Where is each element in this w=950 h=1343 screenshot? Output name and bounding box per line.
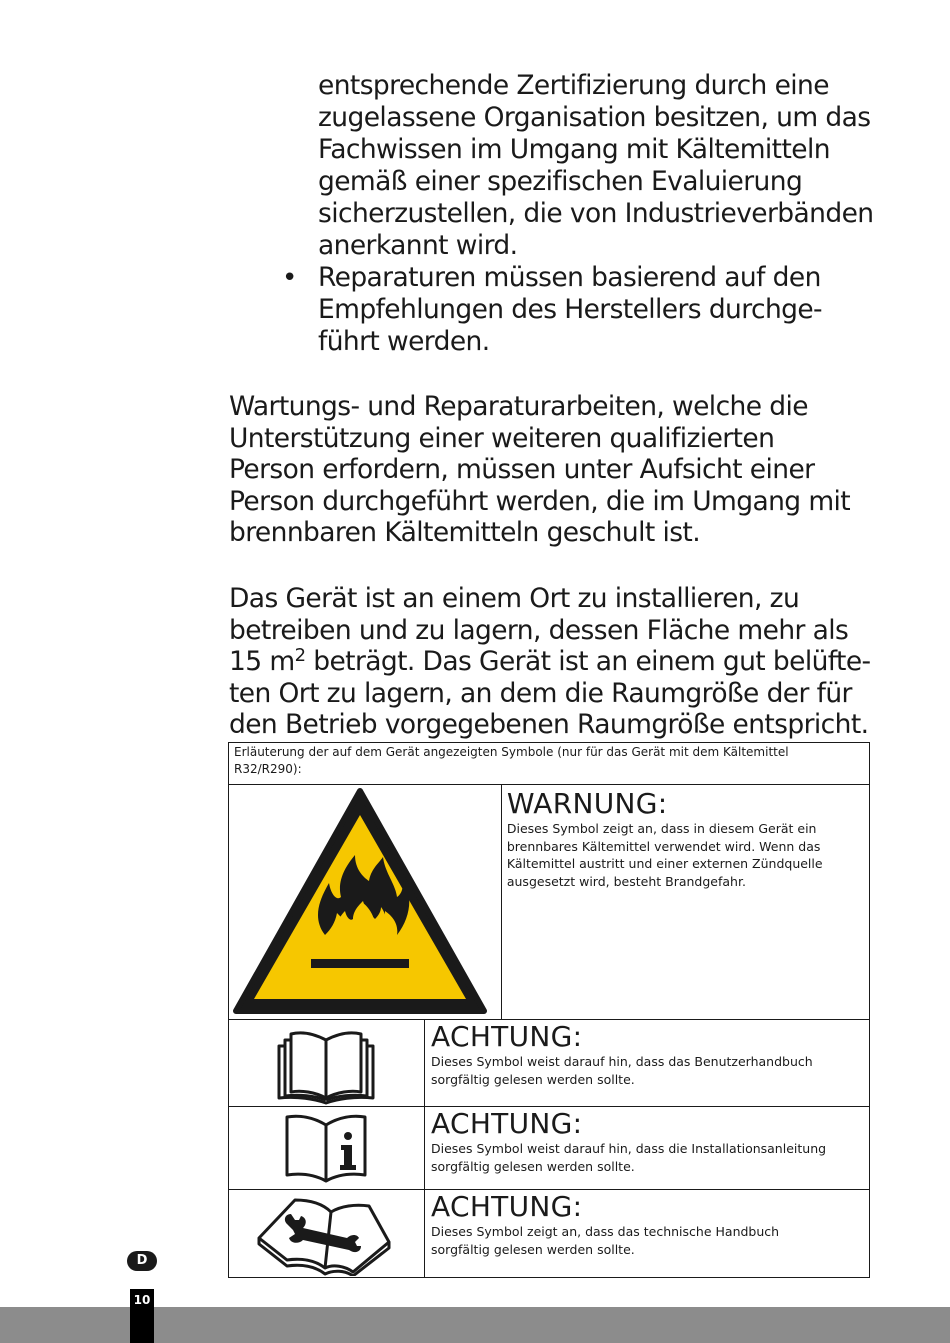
paragraph-line: Unterstützung einer weiteren qualifizierten xyxy=(229,422,775,454)
bullet-line: Empfehlungen des Herstellers durchge- xyxy=(318,294,823,325)
wrench-book-icon xyxy=(229,1190,423,1276)
caution-line: Dieses Symbol zeigt an, dass das technische Handbuch xyxy=(431,1224,780,1239)
warning-line: brennbares Kältemittel verwendet wird. Wenn das xyxy=(506,838,821,854)
bullet-line: Reparaturen müssen basierend auf den xyxy=(318,262,821,293)
bullet-item xyxy=(282,262,868,294)
installation-manual-text-cell xyxy=(425,1107,870,1190)
caution-heading: ACHTUNG: xyxy=(431,1020,583,1053)
warning-description xyxy=(507,820,865,890)
list-line: Fachwissen im Umgang mit Kältemitteln xyxy=(318,134,830,165)
paragraph-line: Wartungs- und Reparaturarbeiten, welche die xyxy=(229,391,808,422)
paragraph-line: Das Gerät ist an einem Ort zu installieren, zu xyxy=(229,583,800,614)
caption-line: R32/R290): xyxy=(234,762,302,776)
technical-manual-text-cell xyxy=(425,1190,870,1278)
list-line: zugelassene Organisation besitzen, um das xyxy=(318,102,871,133)
flammable-symbol-cell xyxy=(229,785,502,1020)
caution-heading: ACHTUNG: xyxy=(431,1190,583,1223)
warning-line: Dieses Symbol zeigt an, dass in diesem Gerät ein xyxy=(506,821,817,836)
page-number: 10 xyxy=(133,1293,151,1307)
caution-line: Dieses Symbol weist darauf hin, dass die Installationsanleitung xyxy=(431,1141,827,1156)
paragraph-line: den Betrieb vorgegebenen Raumgröße entspricht. xyxy=(229,709,869,740)
requirements-list xyxy=(282,70,874,358)
language-tab: D xyxy=(127,1251,157,1271)
warning-line: ausgesetzt wird, besteht Brandgefahr. xyxy=(506,873,746,889)
maintenance-paragraph xyxy=(229,391,869,549)
flammable-warning-icon xyxy=(229,785,491,1017)
paragraph-line: Person durchgeführt werden, die im Umgang mit xyxy=(229,485,851,517)
caution-line: sorgfältig gelesen werden sollte. xyxy=(431,1071,635,1087)
area-value: 15 m xyxy=(229,646,295,677)
list-line: anerkannt wird. xyxy=(318,230,518,261)
area-exponent: 2 xyxy=(294,645,306,666)
warning-heading: WARNUNG: xyxy=(506,787,668,820)
info-book-icon xyxy=(229,1107,423,1188)
list-line: sicherzustellen, die von Industrieverbänden xyxy=(318,198,874,229)
open-book-icon xyxy=(229,1020,423,1105)
installation-paragraph xyxy=(229,583,869,741)
paragraph-line-area xyxy=(229,646,869,678)
warning-text-cell xyxy=(501,785,869,1020)
caution-description xyxy=(431,1223,865,1258)
caution-line: Dieses Symbol weist darauf hin, dass das Benutzerhandbuch xyxy=(431,1054,813,1069)
technical-manual-symbol-cell xyxy=(229,1190,425,1278)
caption-line: Erläuterung der auf dem Gerät angezeigten Symbole (nur für das Gerät mit dem Kältemittel xyxy=(234,745,789,759)
table-caption xyxy=(229,743,870,785)
bullet-line: führt werden. xyxy=(318,326,490,357)
caution-description xyxy=(431,1053,865,1088)
user-manual-symbol-cell xyxy=(229,1020,425,1107)
area-text: beträgt. Das Gerät ist an einem gut belüfte- xyxy=(305,646,871,677)
list-line: entsprechende Zertifizierung durch eine xyxy=(318,70,829,101)
user-manual-text-cell xyxy=(425,1020,870,1107)
caution-heading: ACHTUNG: xyxy=(431,1107,583,1140)
bullet-icon: • xyxy=(282,263,297,293)
caution-line: sorgfältig gelesen werden sollte. xyxy=(431,1158,635,1174)
paragraph-line: betreiben und zu lagern, dessen Fläche mehr als xyxy=(229,614,849,646)
warning-line: Kältemittel austritt und einer externen Zündquelle xyxy=(506,856,823,871)
list-line: gemäß einer spezifischen Evaluierung xyxy=(318,166,803,197)
paragraph-line: brennbaren Kältemitteln geschult ist. xyxy=(229,517,701,548)
paragraph-line: ten Ort zu lagern, an dem die Raumgröße der für xyxy=(229,677,852,709)
caution-description xyxy=(431,1140,865,1175)
paragraph-line: Person erfordern, müssen unter Aufsicht einer xyxy=(229,454,815,485)
installation-manual-symbol-cell xyxy=(229,1107,425,1190)
symbols-table xyxy=(228,742,870,1278)
caution-line: sorgfältig gelesen werden sollte. xyxy=(431,1241,635,1257)
